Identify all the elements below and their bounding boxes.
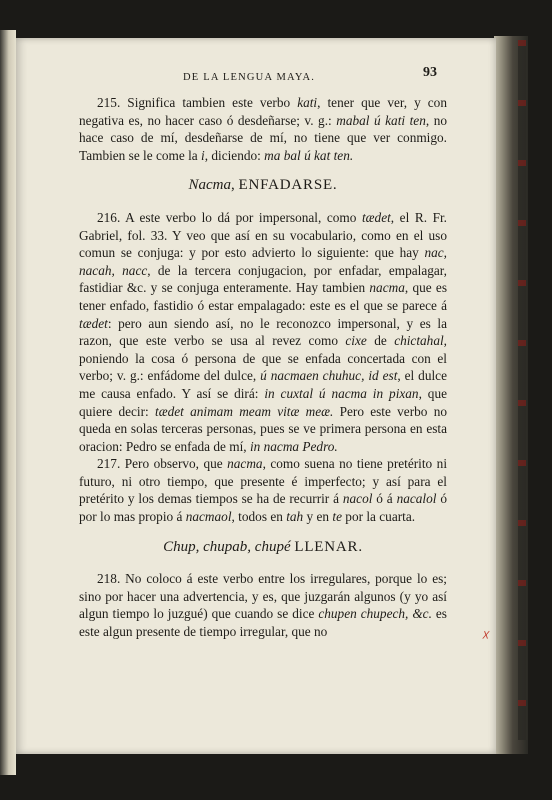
page-text	[79, 64, 447, 641]
book-spine	[518, 40, 526, 740]
running-head	[79, 64, 447, 84]
margin-annotation-mark: ☓	[481, 629, 489, 644]
book-left-edge	[0, 30, 16, 775]
paragraph-217: 217. Pero observo, que nacma, como suena no tiene pretérito ni futuro, ni otro tiempo, que presente é imperfecto; y así para el pretérito y los demas tiempos se ha de recurrir á nacol ó á nacalol ó por lo mas propio á nacmaol, todos en tah y en te por la cuarta.	[79, 456, 448, 525]
section-heading-nacma: Nacma, ENFADARSE.	[188, 177, 338, 194]
running-title: DE LA LENGUA MAYA.	[183, 72, 316, 83]
paragraph-216: 216. A este verbo lo dá por impersonal, como tædet, el R. Fr. Gabriel, fol. 33. Y veo que así en su vocabulario, como en el uso comun se conjuga: y por esto advierto lo siguiente: que hay nac, nacah, nacc, de la tercera conjugacion, por enfadar, empalagar, fastidiar &c. y se conjuga enteramente. Hay tambien nacma, que es tener enfado, fastidio ó estar empalagado: este es el que se parece á tædet: pero aun siendo así, no le reconozco impersonal, y es la razon, que este verbo se usa al revez como cixe de chictahal, poniendo la cosa ó persona de que se enfada concertada con el verbo; v. g.: enfádome del dulce, ú nacmaen chuhuc, id est, el dulce me causa enfado. Y así se dirá: in cuxtal ú nacma in pixan, que quiere decir: tædet animam meam vitæ meæ. Pero este verbo no queda en solas terceras personas, pues se ve primera persona en esta oracion: Pedro se enfada de mí, in nacma Pedro.	[79, 209, 448, 454]
book-page	[16, 38, 496, 754]
paragraph-218: 218. No coloco á este verbo entre los irregulares, porque lo es; sino por hacer una advertencia, y es, que juzgarán algunos (y yo así algun tiempo lo juzgué) que cuando se dice chupen chupech, &c. es este algun presente de tiempo irregular, que no	[79, 571, 447, 640]
section-heading-chup: Chup, chupab, chupé LLENAR.	[163, 538, 363, 555]
page-number: 93	[423, 65, 437, 80]
paragraph-215: 215. Significa tambien este verbo kati, tener que ver, y con negativa es, no hacer caso ó desdeñarse; v. g.: mabal ú kati ten, no hace caso de mí, desdeñarse de mí, no tiene que ver conmigo. Tambien se le come la i, diciendo: ma bal ú kat ten.	[79, 95, 447, 163]
